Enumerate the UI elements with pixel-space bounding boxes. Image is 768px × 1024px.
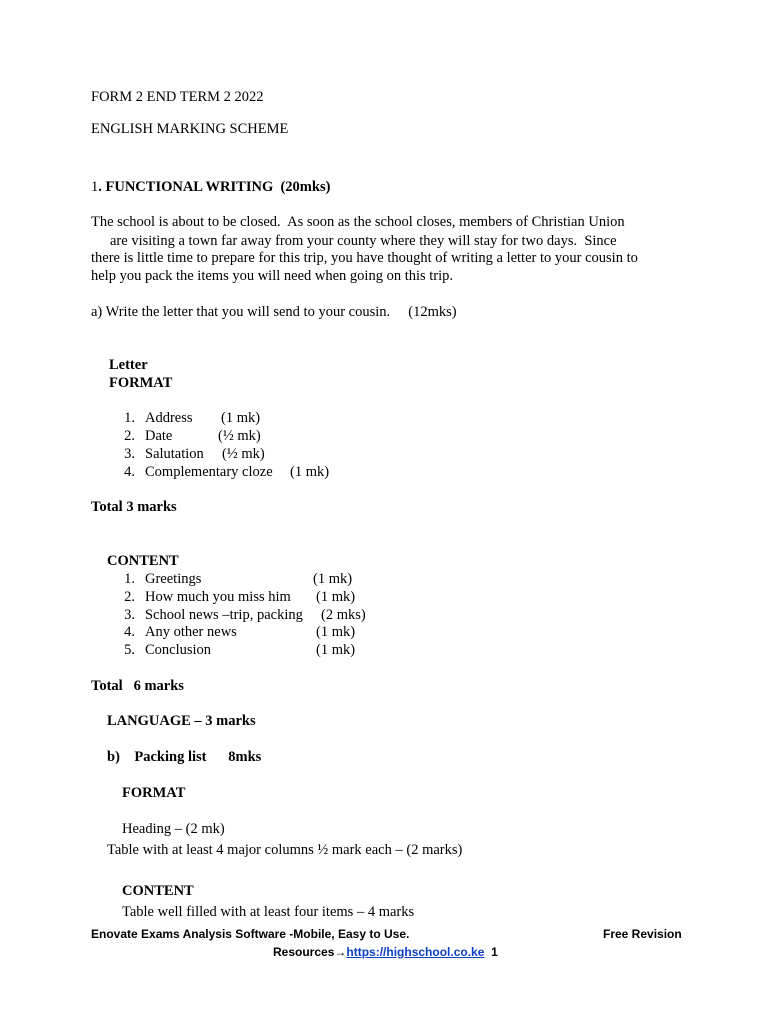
question-a: a) Write the letter that you will send to your cousin. (12mks) [91,304,457,320]
paragraph-line: help you pack the items you will need when going on this trip. [91,268,454,284]
resources-label: Resources→ [273,945,347,959]
doc-title: FORM 2 END TERM 2 2022 [91,89,264,105]
paragraph-line: there is little time to prepare for this trip, you have thought of writing a letter to your cousin to [91,250,638,266]
list-item-mark: (1 mk) [316,589,356,605]
resources-link[interactable]: https://highschool.co.ke [346,945,485,959]
list-item: 3. School news –trip, packing [124,607,303,623]
paragraph-line: are visiting a town far away from your county where they will stay for two days. Since [110,233,617,249]
footer-right: Free Revision [603,927,682,941]
format-heading: FORMAT [109,375,173,391]
list-item: 2. Date [124,428,173,444]
section-number: 1 [91,179,99,195]
packing-heading: b) Packing list 8mks [107,749,262,765]
list-item: 1. Address [124,410,193,426]
list-item-mark: (½ mk) [222,446,265,462]
list-item-mark: (1 mk) [316,624,356,640]
paragraph-line: The school is about to be closed. As soon as the school closes, members of Christian Union [91,214,625,230]
list-item: 4. Complementary cloze [124,464,273,480]
list-item-mark: (1 mk) [313,571,353,587]
content-heading: CONTENT [107,553,179,569]
list-item: 5. Conclusion [124,642,212,658]
list-item: 4. Any other news [124,624,237,640]
packing-table-line: Table with at least 4 major columns ½ mark each – (2 marks) [107,842,463,858]
section-1-heading [91,178,330,196]
format-total: Total 3 marks [91,499,177,515]
footer-resources [273,943,498,961]
section-title: . FUNCTIONAL WRITING (20mks) [98,179,331,195]
content-total: Total 6 marks [91,678,184,694]
language-marks: LANGUAGE – 3 marks [107,713,256,729]
list-item-mark: (1 mk) [316,642,356,658]
packing-content-heading: CONTENT [122,883,194,899]
footer-left: Enovate Exams Analysis Software -Mobile, Easy to Use. [91,927,410,941]
letter-heading: Letter [109,357,148,373]
list-item: 3. Salutation [124,446,204,462]
list-item-mark: (2 mks) [321,607,366,623]
doc-subtitle: ENGLISH MARKING SCHEME [91,121,289,137]
list-item-mark: (½ mk) [218,428,261,444]
list-item-mark: (1 mk) [290,464,330,480]
packing-heading-line: Heading – (2 mk) [122,821,225,837]
packing-content-line: Table well filled with at least four items – 4 marks [122,904,415,920]
page-number: 1 [491,945,498,959]
packing-format-heading: FORMAT [122,785,186,801]
list-item-mark: (1 mk) [221,410,261,426]
list-item: 2. How much you miss him [124,589,291,605]
list-item: 1. Greetings [124,571,202,587]
